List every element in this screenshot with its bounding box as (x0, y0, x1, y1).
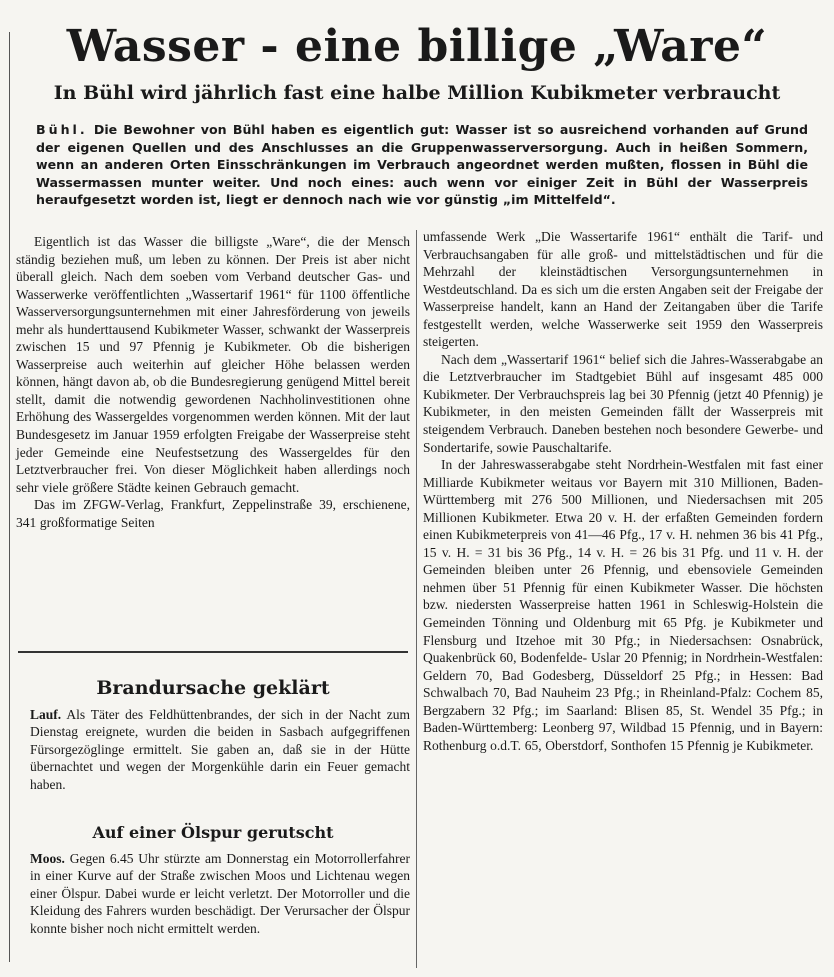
brand-article-heading: Brandursache geklärt (96, 677, 330, 699)
brand-text: Als Täter des Feldhüttenbrandes, der sich in der Nacht zum Dienstag ereignete, wurden die beiden in Sasbach aufgegriffenen Fürsorgezöglinge ermittelt. Sie gaben an, daß sie in der Hütte übernachtet und wegen der Morgenkühle darin ein Feuer gemacht haben. (30, 707, 410, 792)
column2-paragraph-1: umfassende Werk „Die Wassertarife 1961“ enthält die Tarif- und Verbrauchsangaben für alle groß- und mittelstädtischen und für die Mehrzahl der kleinstädtischen Versorgungsunternehmen in Westdeutschland. Da es sich um die ersten Angaben seit der Freigabe der Wasserpreise handelt, kann an Hand der Zeitangaben über die Tarife festgestellt werden, welche Wasserwerke seit 1959 den Wasserpreis steigerten. (423, 229, 823, 350)
column2-paragraph-2: Nach dem „Wassertarif 1961“ belief sich die Jahres-Wasserabgabe an die Letztverbraucher im Stadtgebiet Bühl auf insgesamt 485 000 Kubikmeter. Der Verbrauchspreis lag bei 30 Pfennig (jetzt 40 Pfennig) je Kubikmeter, in den meisten Gemeinden fällt der Wasserpreis mit steigendem Verbrauch. Daneben bestehen noch besondere Gewerbe- und Sondertarife, sowie Pauschaltarife. (423, 351, 823, 455)
brand-article-body (30, 706, 410, 793)
article-subheadline: In Bühl wird jährlich fast eine halbe Million Kubikmeter verbraucht (53, 82, 781, 104)
column-divider (416, 230, 417, 968)
lead-dateline: Bühl. (36, 122, 88, 137)
oil-article-body (30, 850, 410, 937)
article-column-1 (16, 233, 410, 531)
oil-article-heading: Auf einer Ölspur gerutscht (92, 823, 334, 842)
left-border-rule (9, 32, 10, 962)
brand-dateline: Lauf. (30, 707, 62, 722)
article-lead (36, 121, 808, 209)
column1-paragraph-2: Das im ZFGW-Verlag, Frankfurt, Zeppelinstraße 39, erschienene, 341 großformatige Seiten (16, 497, 410, 530)
oil-dateline: Moos. (30, 851, 65, 866)
column1-paragraph-1: Eigentlich ist das Wasser die billigste „Ware“, die der Mensch ständig beziehen muß, um leben zu können. Der Preis ist aber nicht überall gleich. Nach dem soeben vom Verband deutscher Gas- und Wasserwerke veröffentlichten „Wassertarif 1961“ für 1100 öffentliche Wasserversorgungsunternehmen mit einer Jahresförderung von jeweils mehr als hunderttausend Kubikmeter Wasser, schwankt der Wasserpreis zwischen 15 und 97 Pfennig je Kubikmeter. Ob die bisherigen Wasserpreise auch weiterhin auf gleicher Höhe belassen werden können, hängt davon ab, ob die Bundesregierung genügend Mittel bereit stellt, damit die notwendig gewordenen Nachholinvestitionen ohne Erhöhung des Wassergeldes vorgenommen werden können. Mit der laut Bundesgesetz im Januar 1959 erfolgten Freigabe der Wasserpreise steht jeder Gemeinde eine Neufestsetzung des Wassergeldes für den Letztverbraucher frei. Von dieser Möglichkeit haben allerdings noch sehr viele größere Städte keinen Gebrauch gemacht. (16, 234, 410, 495)
column2-paragraph-3: In der Jahreswasserabgabe steht Nordrhein-Westfalen mit fast einer Milliarde Kubikmeter weitaus vor Bayern mit 310 Millionen, Baden-Württemberg mit 276 500 Millionen, und Niedersachsen mit 205 Millionen Kubikmeter. Etwa 20 v. H. der erfaßten Gemeinden fordern einen Kubikmeterpreis von 41—46 Pfg., 17 v. H. nehmen 36 bis 41 Pfg., 15 v. H. = 31 bis 36 Pfg., 14 v. H. = 26 bis 31 Pfg. und 11 v. H. der Gemeinden bleiben unter 26 Pfennig, und ebensoviele Gemeinden nehmen über 51 Pfennig für einen Kubikmeter Wasser. Die höchsten bzw. niedersten Wasserpreise hatten 1961 in Schleswig-Holstein die Gemeinden Tönning und Oldenburg mit 65 Pfg. je Kubikmeter und Flensburg und Itzehoe mit 30 Pfg.; in Niedersachsen: Osnabrück, Quakenbrück 60, Bodenfelde- Uslar 20 Pfennig; in Nordrhein-Westfalen: Geldern 70, Bad Godesberg, Düsseldorf 25 Pfg.; in Hessen: Bad Schwalbach 70, Bad Nauheim 23 Pfg.; in Rheinland-Pfalz: Cochem 85, Bergzabern 32 Pfg.; im Saarland: Blisen 85, St. Wendel 35 Pfg.; in Baden-Württemberg: Leonberg 97, Wildbad 15 Pfennig, und in Bayern: Rothenburg o.d.T. 65, Oberstdorf, Sonthofen 15 Pfennig je Kubikmeter. (423, 457, 823, 753)
article-column-2 (423, 228, 823, 754)
section-separator (18, 651, 408, 653)
oil-text: Gegen 6.45 Uhr stürzte am Donnerstag ein Motorrollerfahrer in einer Kurve auf der Straße zwischen Moos und Lichtenau wegen einer Ölspur. Dabei wurde er leicht verletzt. Der Motorroller und die Kleidung des Fahrers wurden beschädigt. Der Verursacher der Ölspur konnte bisher noch nicht ermittelt werden. (30, 851, 410, 936)
lead-text: Die Bewohner von Bühl haben es eigentlich gut: Wasser ist so ausreichend vorhanden auf Grund der eigenen Quellen und des Anschlusses an die Gruppenwasserversorgung. Auch in heißen Sommern, wenn an anderen Orten Einsschränkungen im Verbrauch angeordnet werden mußten, flossen in Bühl die Wassermassen munter weiter. Und noch eines: auch wenn vor einiger Zeit in Bühl der Wasserpreis heraufgesetzt worden ist, liegt er dennoch nach wie vor günstig „im Mittelfeld“. (36, 122, 808, 208)
article-headline: Wasser - eine billige „Ware“ (66, 21, 768, 72)
